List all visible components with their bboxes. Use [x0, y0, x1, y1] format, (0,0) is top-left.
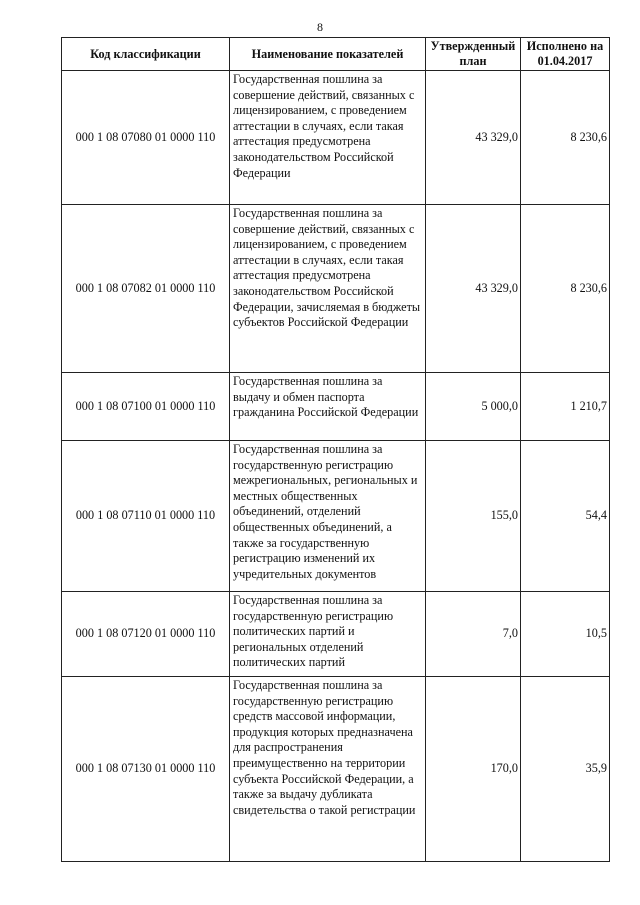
table-row	[62, 592, 610, 677]
header-code: Код классификации	[62, 38, 230, 71]
header-done: Исполнено на 01.04.2017	[521, 38, 610, 71]
row-done: 8 230,6	[521, 71, 610, 205]
row-code: 000 1 08 07110 01 0000 110	[62, 441, 230, 592]
row-code: 000 1 08 07120 01 0000 110	[62, 592, 230, 677]
row-done: 10,5	[521, 592, 610, 677]
row-done: 8 230,6	[521, 205, 610, 373]
row-plan: 43 329,0	[426, 71, 521, 205]
row-plan: 7,0	[426, 592, 521, 677]
table-row	[62, 71, 610, 205]
row-plan: 5 000,0	[426, 373, 521, 441]
row-name: Государственная пошлина за государственную регистрацию межрегиональных, региональных и местных общественных объединений, отделений общественных объединений, а также за государственную регистрацию изменений их учредительных документов	[230, 441, 426, 592]
row-name: Государственная пошлина за выдачу и обмен паспорта гражданина Российской Федерации	[230, 373, 426, 441]
table-row	[62, 205, 610, 373]
table-row	[62, 677, 610, 862]
header-name: Наименование показателей	[230, 38, 426, 71]
row-name: Государственная пошлина за совершение действий, связанных с лицензированием, с проведением аттестации в случаях, если такая аттестация предусмотрена законодательством Российской Федерации	[230, 71, 426, 205]
row-plan: 155,0	[426, 441, 521, 592]
row-code: 000 1 08 07080 01 0000 110	[62, 71, 230, 205]
page-number: 8	[317, 20, 323, 34]
header-plan: Утвержденный план	[426, 38, 521, 71]
row-name: Государственная пошлина за совершение действий, связанных с лицензированием, с проведением аттестации в случаях, если такая аттестация предусмотрена законодательством Российской Федерации, зачисляемая в бюджеты субъектов Российской Федерации	[230, 205, 426, 373]
row-done: 1 210,7	[521, 373, 610, 441]
row-done: 35,9	[521, 677, 610, 862]
table-header-row	[62, 38, 610, 71]
row-done: 54,4	[521, 441, 610, 592]
row-name: Государственная пошлина за государственную регистрацию политических партий и региональных отделений политических партий	[230, 592, 426, 677]
row-code: 000 1 08 07130 01 0000 110	[62, 677, 230, 862]
table-row	[62, 373, 610, 441]
row-code: 000 1 08 07100 01 0000 110	[62, 373, 230, 441]
row-plan: 170,0	[426, 677, 521, 862]
revenue-table	[61, 37, 610, 862]
row-name: Государственная пошлина за государственную регистрацию средств массовой информации, продукция которых предназначена для распространения преимущественно на территории субъекта Российской Федерации, а также за выдачу дубликата свидетельства о такой регистрации	[230, 677, 426, 862]
row-plan: 43 329,0	[426, 205, 521, 373]
row-code: 000 1 08 07082 01 0000 110	[62, 205, 230, 373]
table-row	[62, 441, 610, 592]
